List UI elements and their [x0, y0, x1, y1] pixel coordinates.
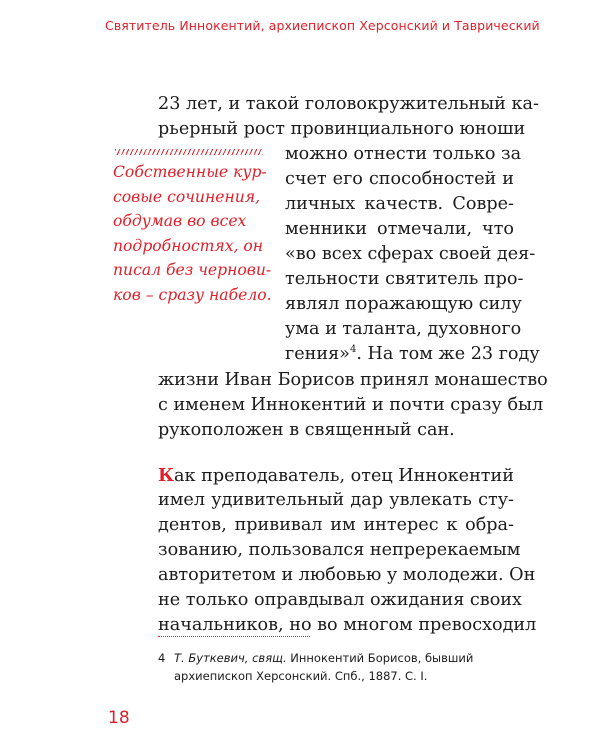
- running-header: Святитель Иннокентий, архиепископ Херсонский и Таврический: [105, 18, 540, 33]
- sidenote-line: Собственные кур-: [113, 163, 267, 181]
- text-line: не только оправдывал ожидания своих: [158, 590, 522, 610]
- text-line: «во всех сферах своей дея-: [285, 244, 536, 264]
- footnote-separator: [158, 636, 310, 637]
- footnote-text: Иннокентий Борисов, бывший: [286, 651, 474, 665]
- text-line: 23 лет, и такой головокружительный ка-: [158, 94, 539, 114]
- text-line: рукоположен в священный сан.: [158, 420, 455, 440]
- text-line: авторитетом и любовью у молодежи. Он: [158, 565, 536, 585]
- text-line: ума и таланта, духовного: [285, 319, 522, 339]
- text-line-dropcap: [158, 463, 514, 488]
- text-line: дентов, прививал им интерес к обра-: [158, 515, 514, 535]
- sidenote-line: обдумав во всех: [113, 212, 247, 230]
- sidenote-hatched-rule: [115, 149, 263, 155]
- sidenote-line: писал без чернови-: [113, 261, 272, 279]
- text-fragment: ак преподаватель, отец Иннокентий: [174, 466, 514, 486]
- text-fragment: . На том же 23 году: [356, 344, 540, 364]
- footnote: [158, 650, 473, 685]
- footnote-text-continued: архиепископ Херсонский. Спб., 1887. С. I.: [174, 668, 428, 683]
- text-line: имел удивительный дар увлекать сту-: [158, 490, 514, 510]
- text-line: являл поражающую силу: [285, 294, 522, 314]
- text-line: зованию, пользовался непререкаемым: [158, 540, 521, 560]
- text-line: с именем Иннокентий и почти сразу был: [158, 395, 544, 415]
- text-line: менники отмечали, что: [285, 219, 514, 239]
- text-line: счет его способностей и: [285, 169, 514, 189]
- text-line: жизни Иван Борисов принял монашество: [158, 370, 548, 390]
- text-line: тельности святитель про-: [285, 269, 524, 289]
- text-line: рьерный рост провинциального юноши: [158, 119, 526, 139]
- text-fragment: гения»: [285, 344, 350, 364]
- footnote-reference[interactable]: 4: [349, 344, 357, 356]
- text-line-with-footnote: [285, 342, 540, 367]
- sidenote-line: ков – сразу набело.: [113, 285, 272, 304]
- sidenote-quote: [113, 160, 273, 307]
- text-line: можно отнести только за: [285, 144, 522, 164]
- page-number: 18: [108, 708, 130, 728]
- text-line: личных качеств. Совре-: [285, 194, 514, 214]
- sidenote-line: совые сочинения,: [113, 187, 261, 206]
- text-line: начальников, но во многом превосходил: [158, 615, 537, 635]
- sidenote-line: подробностях, он: [113, 236, 264, 255]
- footnote-author: Т. Буткевич, свящ.: [174, 651, 287, 665]
- drop-cap: К: [158, 465, 175, 486]
- footnote-number: 4: [158, 651, 166, 665]
